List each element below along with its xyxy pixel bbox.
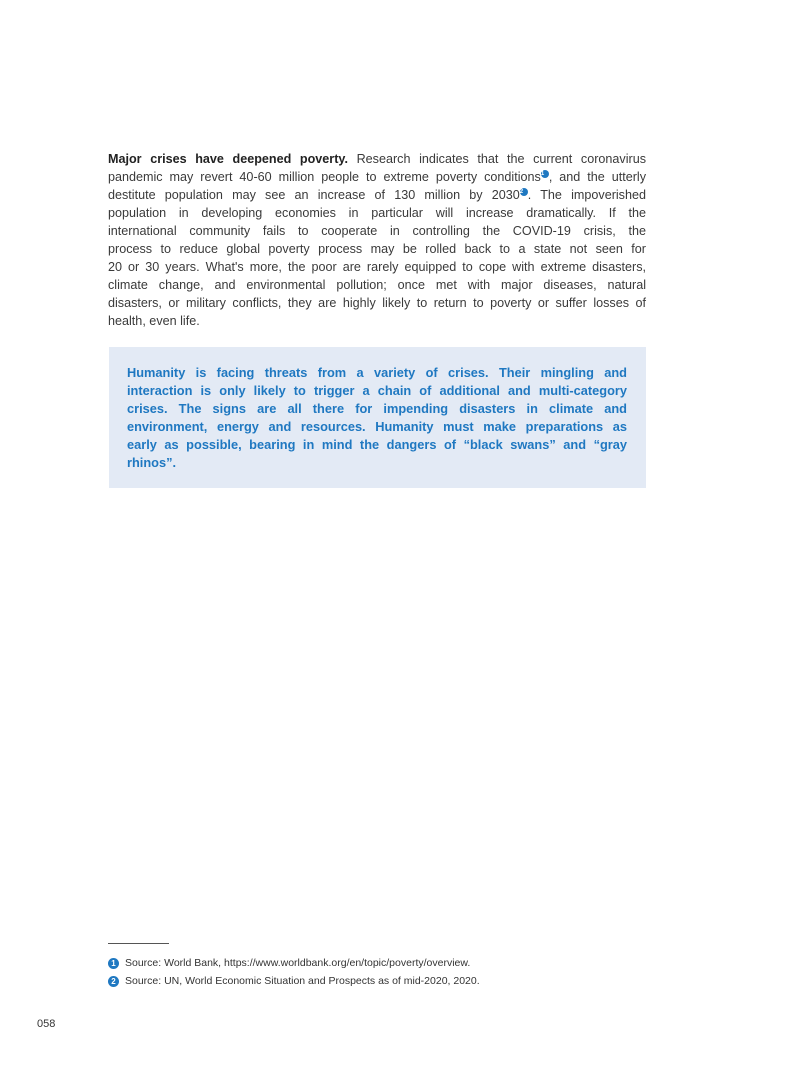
footnote-1: [108, 957, 470, 969]
page-number: 058: [37, 1018, 56, 1030]
text: pandemic may revert 40-60 million people to extreme poverty conditions: [108, 170, 541, 184]
paragraph-line: health, even life.: [108, 314, 200, 328]
footnote-divider: [108, 943, 169, 944]
callout-line: crises. The signs are all there for impending disasters in climate and: [127, 401, 627, 416]
callout-line: rhinos”.: [127, 455, 177, 470]
paragraph-line: international community fails to cooperate in controlling the COVID-19 crisis, the: [108, 224, 646, 238]
text: , and the utterly: [548, 170, 646, 184]
text: . The impoverished: [527, 188, 646, 202]
paragraph-line: population in developing economies in particular will increase dramatically. If the: [108, 206, 646, 220]
text: Research indicates that the current coronavirus: [347, 152, 646, 166]
paragraph-line: climate change, and environmental pollution; once met with major diseases, natural: [108, 278, 646, 292]
footnote-text: Source: World Bank, https://www.worldbank.org/en/topic/poverty/overview.: [125, 957, 471, 969]
footnote-2: [108, 975, 480, 987]
paragraph-line: process to reduce global poverty process may be rolled back to a state not seen for: [108, 242, 646, 256]
callout-text: [127, 364, 627, 472]
footnote-ref-2[interactable]: 2: [520, 188, 528, 196]
body-paragraph: [108, 150, 646, 330]
callout-line: Humanity is facing threats from a variety of crises. Their mingling and: [127, 365, 627, 380]
paragraph-line: 20 or 30 years. What's more, the poor are rarely equipped to cope with extreme disasters,: [108, 260, 646, 274]
paragraph-lead: Major crises have deepened poverty.: [108, 152, 348, 166]
text: destitute population may see an increase of 130 million by 2030: [108, 188, 520, 202]
footnote-number-icon: 2: [108, 976, 119, 987]
paragraph-line: [108, 186, 646, 204]
footnote-text: Source: UN, World Economic Situation and Prospects as of mid-2020, 2020.: [125, 975, 480, 987]
paragraph-line: disasters, or military conflicts, they are highly likely to return to poverty or suffer losses of: [108, 296, 646, 310]
callout-line: early as possible, bearing in mind the dangers of “black swans” and “gray: [127, 437, 627, 452]
callout-box: [109, 347, 646, 488]
callout-line: interaction is only likely to trigger a chain of additional and multi-category: [127, 383, 627, 398]
footnote-number-icon: 1: [108, 958, 119, 969]
footnote-ref-1[interactable]: 1: [541, 170, 549, 178]
paragraph-line: [108, 150, 646, 168]
callout-line: environment, energy and resources. Humanity must make preparations as: [127, 419, 627, 434]
paragraph-line: [108, 168, 646, 186]
